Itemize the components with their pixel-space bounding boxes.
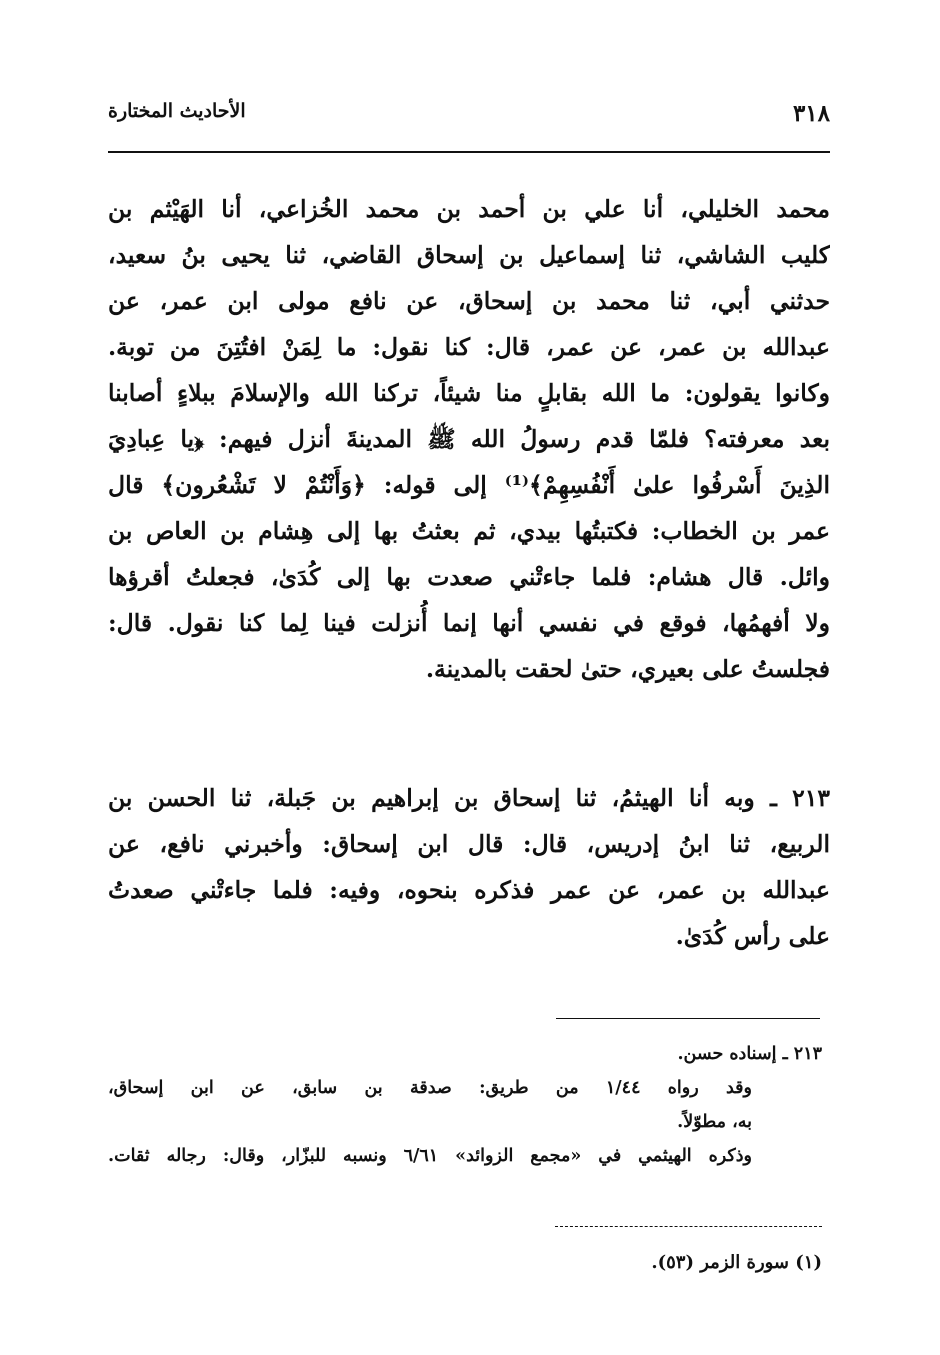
hadith-213 [108, 775, 830, 959]
text-line: عمر بن الخطاب: فكتبتُها بيدي، ثم بعثتُ بها إلى هِشام بن العاص بن [108, 517, 830, 545]
text-line: فجلستُ على بعيري، حتىٰ لحقت بالمدينة. [425, 655, 830, 683]
text-line: الربيع، ثنا ابنُ إدريس، قال: قال ابن إسحاق: وأخبرني نافع، عن [108, 830, 830, 858]
running-title: الأحاديث المختارة [108, 100, 246, 122]
note-line: ٢١٣ ـ إسناده حسن. [677, 1044, 822, 1064]
text-line: ٢١٣ ـ وبه أنا الهيثمُ، ثنا إسحاق بن إبراهيم بن جَبلة، ثنا الحسن بن [108, 784, 830, 812]
text-line: وكانوا يقولون: ما الله بقابلٍ منا شيئاً، تركنا الله والإسلامَ ببلاءٍ أصابنا [108, 379, 830, 407]
editor-notes [108, 1037, 822, 1173]
text-line: عبدالله بن عمر، عن عمر، قال: كنا نقول: ما لِمَنْ افتُتِنَ من توبة. [108, 333, 830, 361]
hadith-text-continued [108, 186, 830, 692]
note-line: وقد رواه ١/٤٤ من طريق: صدقة بن سابق، عن ابن إسحاق، [108, 1078, 752, 1098]
text-line: حدثني أبي، ثنا محمد بن إسحاق، عن نافع مولى ابن عمر، عن [108, 287, 830, 315]
page-number: ٣١٨ [792, 100, 830, 127]
text-line: على رأس كُدَىٰ. [675, 922, 830, 950]
text-line: ولا أفهمُها، فوقع في نفسي أنها إنما أُنزلت فينا لِما كنا نقول. قال: [108, 609, 830, 637]
text-line: الذِينَ أَسْرفُوا علىٰ أَنْفُسِهِمْ﴾⁽¹⁾ إلى قوله: ﴿وَأَنْتُمْ لا تَشْعُرون﴾ قال [108, 471, 830, 499]
page-header [108, 96, 830, 136]
note-line: وذكره الهيثمي في «مجمع الزوائد» ٦/٦١ ونسبه للبزّار، وقال: رجاله ثقات. [108, 1146, 752, 1166]
footnote: (١) سورة الزمر (٥٣). [651, 1252, 822, 1273]
text-line: بعد معرفته؟ فلمّا قدم رسولُ الله ﷺ المدينةَ أنزل فيهم: ﴿يا عِبادِيَ [108, 425, 830, 453]
text-line: كليب الشاشي، ثنا إسماعيل بن إسحاق القاضي، ثنا يحيى بنُ سعيد، [108, 241, 830, 269]
note-line: به، مطوّلاً. [677, 1112, 752, 1132]
footnote-separator [555, 1226, 822, 1227]
header-rule [108, 151, 830, 153]
text-line: عبدالله بن عمر، عن عمر فذكره بنحوه، وفيه: فلما جاءتْني صعدتُ [108, 876, 830, 904]
notes-separator [556, 1018, 820, 1019]
text-line: محمد الخليلي، أنا علي بن أحمد بن محمد الخُزاعي، أنا الهَيْثم بن [108, 195, 830, 223]
text-line: وائل. قال هشام: فلما جاءتْني صعدت بها إلى كُدَىٰ، فجعلتُ أقرؤها [108, 563, 830, 591]
